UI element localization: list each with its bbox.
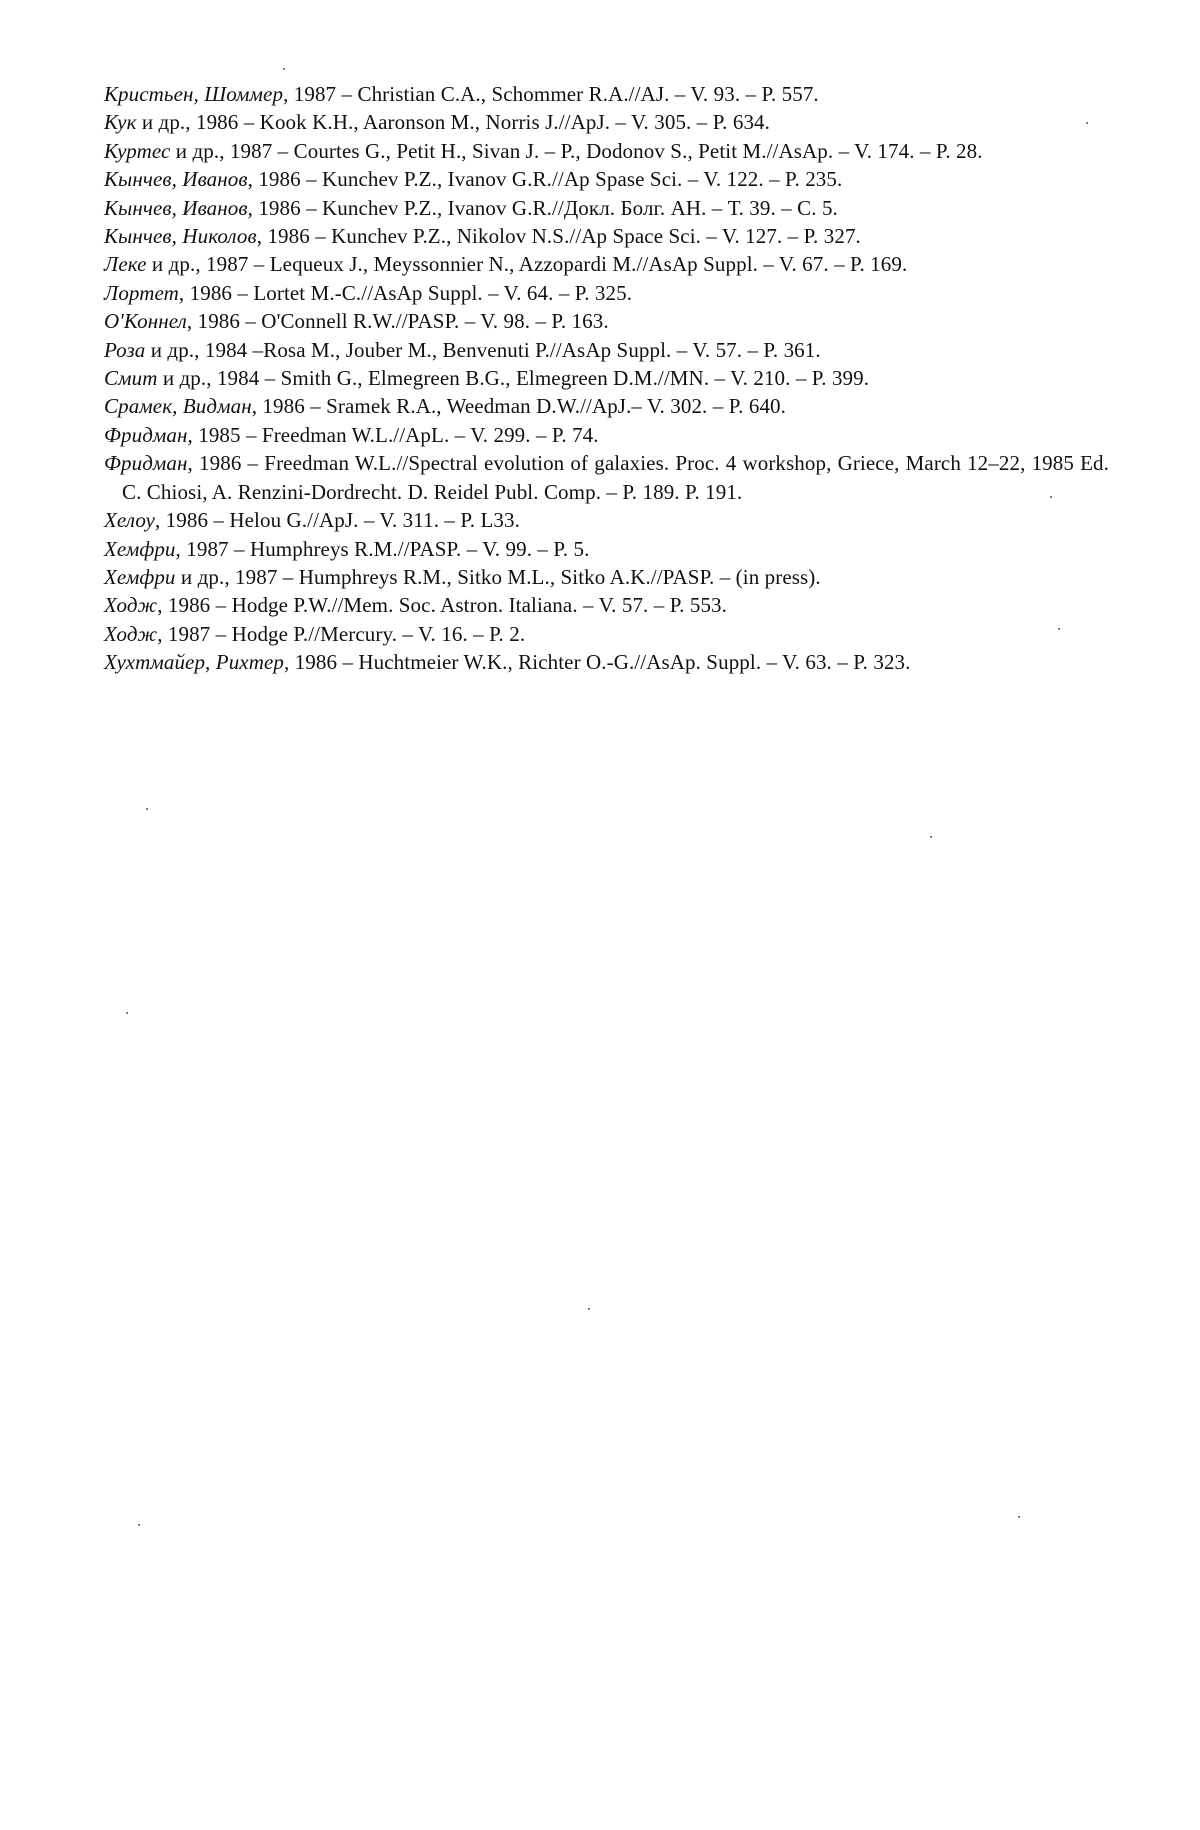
reference-list: [104, 80, 1109, 677]
scan-speck: [138, 1524, 140, 1526]
reference-author: Кук: [104, 110, 137, 135]
reference-entry: [104, 364, 1109, 392]
reference-entry: [104, 279, 1109, 307]
reference-author: Лортет: [104, 280, 179, 305]
reference-entry: [104, 591, 1109, 619]
reference-author: Хемфри: [104, 536, 176, 561]
reference-author: Кристьен, Шоммер: [104, 82, 284, 106]
reference-author: Ходж: [104, 621, 158, 646]
scan-speck: [930, 836, 932, 838]
reference-entry: [104, 620, 1109, 648]
scan-speck: [588, 1308, 590, 1310]
reference-author: Смит: [104, 366, 158, 391]
reference-author: Ходж: [104, 593, 158, 618]
reference-entry: [104, 165, 1109, 193]
reference-text: , 1987 – Humphreys R.M.//PASP. – V. 99. – P. 5.: [175, 536, 590, 561]
scan-speck: [1050, 496, 1052, 498]
reference-text: и др., 1987 – Lequeux J., Meyssonnier N., Azzopardi M.//AsAp Suppl. – V. 67. – P. 169.: [146, 252, 908, 277]
reference-entry: [104, 250, 1109, 278]
reference-text: и др., 1984 – Smith G., Elmegreen B.G., Elmegreen D.M.//MN. – V. 210. – P. 399.: [157, 366, 870, 391]
reference-text: , 1985 – Freedman W.L.//ApL. – V. 299. – P. 74.: [187, 422, 599, 447]
reference-text: и др., 1984 –Rosa M., Jouber M., Benvenuti P.//AsAp Suppl. – V. 57. – P. 361.: [145, 337, 821, 362]
reference-text: , 1986 – Kunchev P.Z., Ivanov G.R.//Докл. Болг. АН. – Т. 39. – С. 5.: [247, 195, 838, 220]
reference-author: О'Коннел: [104, 309, 187, 334]
scan-speck: [146, 808, 148, 810]
reference-entry: [104, 137, 1109, 165]
reference-entry: [104, 108, 1109, 136]
reference-text: и др., 1987 – Courtes G., Petit H., Sivan J. – P., Dodonov S., Petit M.//AsAp. – V. 174. – P. 28.: [170, 138, 983, 163]
reference-text: , 1986 – Sramek R.A., Weedman D.W.//ApJ.– V. 302. – P. 640.: [251, 394, 787, 419]
reference-text: , 1986 – Helou G.//ApJ. – V. 311. – P. L33.: [154, 508, 520, 533]
reference-entry: [104, 449, 1109, 506]
reference-entry: [104, 194, 1109, 222]
reference-text: , 1986 – Freedman W.L.//Spectral evolution of galaxies. Proc. 4 workshop, Griece, March 12–22, 1985 Ed. C. Chiosi, A. Renzini-Dordrecht. D. Reidel Publ. Comp. – P. 189. P. 191.: [122, 451, 1109, 504]
reference-text: , 1986 – Lortet M.-C.//AsAp Suppl. – V. 64. – P. 325.: [178, 280, 633, 305]
reference-author: Кынчев, Иванов: [104, 167, 248, 192]
scan-speck: [1018, 1516, 1020, 1518]
reference-entry: [104, 80, 1109, 108]
reference-text: , 1987 – Hodge P.//Mercury. – V. 16. – P. 2.: [157, 621, 526, 646]
reference-author: Кынчев, Николов: [104, 224, 257, 249]
reference-entry: [104, 648, 1109, 676]
scan-speck: [1058, 628, 1060, 630]
reference-author: Фридман: [104, 451, 188, 476]
reference-author: Леке: [104, 252, 147, 277]
reference-entry: [104, 336, 1109, 364]
reference-entry: [104, 222, 1109, 250]
reference-text: , 1987 – Christian C.A., Schommer R.A.//AJ. – V. 93. – P. 557.: [283, 82, 819, 106]
reference-author: Роза: [104, 337, 146, 362]
reference-text: , 1986 – Kunchev P.Z., Ivanov G.R.//Ap Spase Sci. – V. 122. – P. 235.: [247, 167, 843, 192]
reference-entry: [104, 535, 1109, 563]
reference-text: , 1986 – Huchtmeier W.K., Richter O.-G.//AsAp. Suppl. – V. 63. – P. 323.: [284, 650, 911, 675]
reference-author: Хелоу: [104, 508, 155, 533]
reference-entry: [104, 392, 1109, 420]
reference-author: Фридман: [104, 422, 188, 447]
reference-text: и др., 1986 – Kook K.H., Aaronson M., Norris J.//ApJ. – V. 305. – P. 634.: [136, 110, 771, 135]
reference-text: , 1986 – Kunchev P.Z., Nikolov N.S.//Ap Space Sci. – V. 127. – P. 327.: [256, 224, 861, 249]
scan-speck: [283, 68, 285, 70]
reference-text: , 1986 – Hodge P.W.//Mem. Soc. Astron. Italiana. – V. 57. – P. 553.: [157, 593, 728, 618]
reference-author: Хухтмайер, Рихтер: [104, 650, 284, 675]
reference-author: Кынчев, Иванов: [104, 195, 248, 220]
reference-entry: [104, 421, 1109, 449]
reference-text: , 1986 – O'Connell R.W.//PASP. – V. 98. – P. 163.: [186, 309, 609, 334]
reference-text: и др., 1987 – Humphreys R.M., Sitko M.L., Sitko A.K.//PASP. – (in press).: [175, 564, 821, 589]
reference-author: Срамек, Видман: [104, 394, 252, 419]
reference-entry: [104, 506, 1109, 534]
scan-speck: [126, 1012, 128, 1014]
reference-entry: [104, 307, 1109, 335]
reference-author: Куртес: [104, 138, 171, 163]
reference-entry: [104, 563, 1109, 591]
scan-speck: [1086, 122, 1088, 124]
reference-author: Хемфри: [104, 564, 176, 589]
